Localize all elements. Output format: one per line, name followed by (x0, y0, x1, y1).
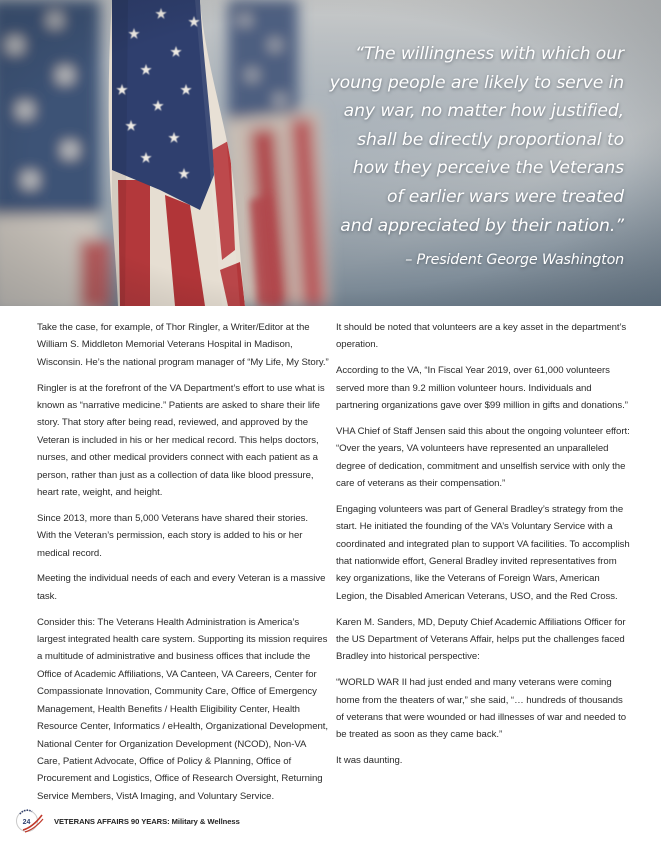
paragraph: Consider this: The Veterans Health Administration is America’s largest integrated health care system. Supporting its mission requires a multitude of administrative and business offices that include the Office of Academic Affiliations, VA Canteen, VA Careers, Center for Compassionate Innovation, Community Care, Office of Emergency Management, Health Benefits / Health Eligibility Center, Health Resource Center, Informatics / eHealth, Organizational Development, National Center for Organization Development (NCOD), Non-VA Care, Patient Advocate, Office of Policy & Planning, Office of Procurement and Logistics, Office of Research Oversight, Returning Service Members, VistA Imaging, and Voluntary Service. (37, 616, 329, 802)
publication-title (54, 817, 240, 826)
paragraph: Ringler is at the forefront of the VA Department’s effort to use what is known as “narrative medicine.” Patients are asked to share their life story. That story after being read, reviewed, and approved by the Veteran is included in his or her medical record. This helps doctors, nurses, and other medical providers connect with each patient as a person, rather than just as a collection of data like blood pressure, heart rate, weight, and height. (37, 382, 325, 499)
left-column (37, 319, 329, 814)
quote-line: how they perceive the Veterans (352, 158, 624, 179)
quote-line: young people are likely to serve in (329, 72, 624, 93)
paragraph: According to the VA, “In Fiscal Year 2019, over 61,000 volunteers served more than 9.2 million volunteer hours. Individuals and partnering organizations gave over $99 million in gifts and donations.” (336, 365, 628, 412)
hero-banner (0, 0, 661, 306)
paragraph: Engaging volunteers was part of General Bradley’s strategy from the start. He initiated the founding of the VA’s Voluntary Service with a coordinated and integrated plan to support VA facilities. To accomplish that nationwide effort, General Bradley invited representatives from key organizations, like the Veterans of Foreign Wars, American Legion, the Disabled American Veterans, USO, and the Red Cross. (336, 503, 630, 602)
right-column (336, 319, 632, 778)
hero-quote (294, 40, 624, 240)
quote-line: of earlier wars were treated (386, 186, 624, 207)
paragraph: Take the case, for example, of Thor Ringler, a Writer/Editor at the William S. Middleton Memorial Veterans Hospital in Madison, Wisconsin. He’s the national program manager of “My Life, My Story.” (37, 322, 329, 368)
page-number: 24 (22, 819, 31, 826)
quote-line: and appreciated by their nation.” (340, 215, 624, 236)
paragraph: Meeting the individual needs of each and every Veteran is a massive task. (37, 573, 326, 602)
va-90-years-logo-icon (14, 808, 44, 834)
paragraph: Karen M. Sanders, MD, Deputy Chief Academic Affiliations Officer for the US Department of Veterans Affair, helps put the challenges faced Bradley into historical perspective: (336, 616, 626, 663)
publication-title-main: VETERANS AFFAIRS 90 YEARS: (54, 816, 170, 826)
quote-attribution: – President George Washington (405, 252, 624, 268)
quote-line: any war, no matter how justified, (343, 101, 624, 122)
quote-line: shall be directly proportional to (357, 129, 624, 150)
paragraph: Since 2013, more than 5,000 Veterans have shared their stories. With the Veteran’s permission, each story is added to his or her medical record. (37, 512, 308, 559)
publication-subtitle: Military & Wellness (171, 816, 240, 826)
page-footer (14, 808, 240, 834)
paragraph: It was daunting. (336, 755, 403, 767)
paragraph: “WORLD WAR II had just ended and many veterans were coming home from the theaters of war,” she said, “… hundreds of thousands of veterans that were wounded or had illnesses of war and needed to be treated as soon as they came back.” (336, 677, 626, 741)
quote-line: “The willingness with which our (355, 44, 624, 64)
paragraph: VHA Chief of Staff Jensen said this about the ongoing volunteer effort: “Over the years, VA volunteers have represented an unparalleled degree of dedication, commitment and unselfish service with only the care of veterans as their compensation.” (336, 425, 630, 490)
paragraph: It should be noted that volunteers are a key asset in the department’s operation. (336, 322, 627, 351)
